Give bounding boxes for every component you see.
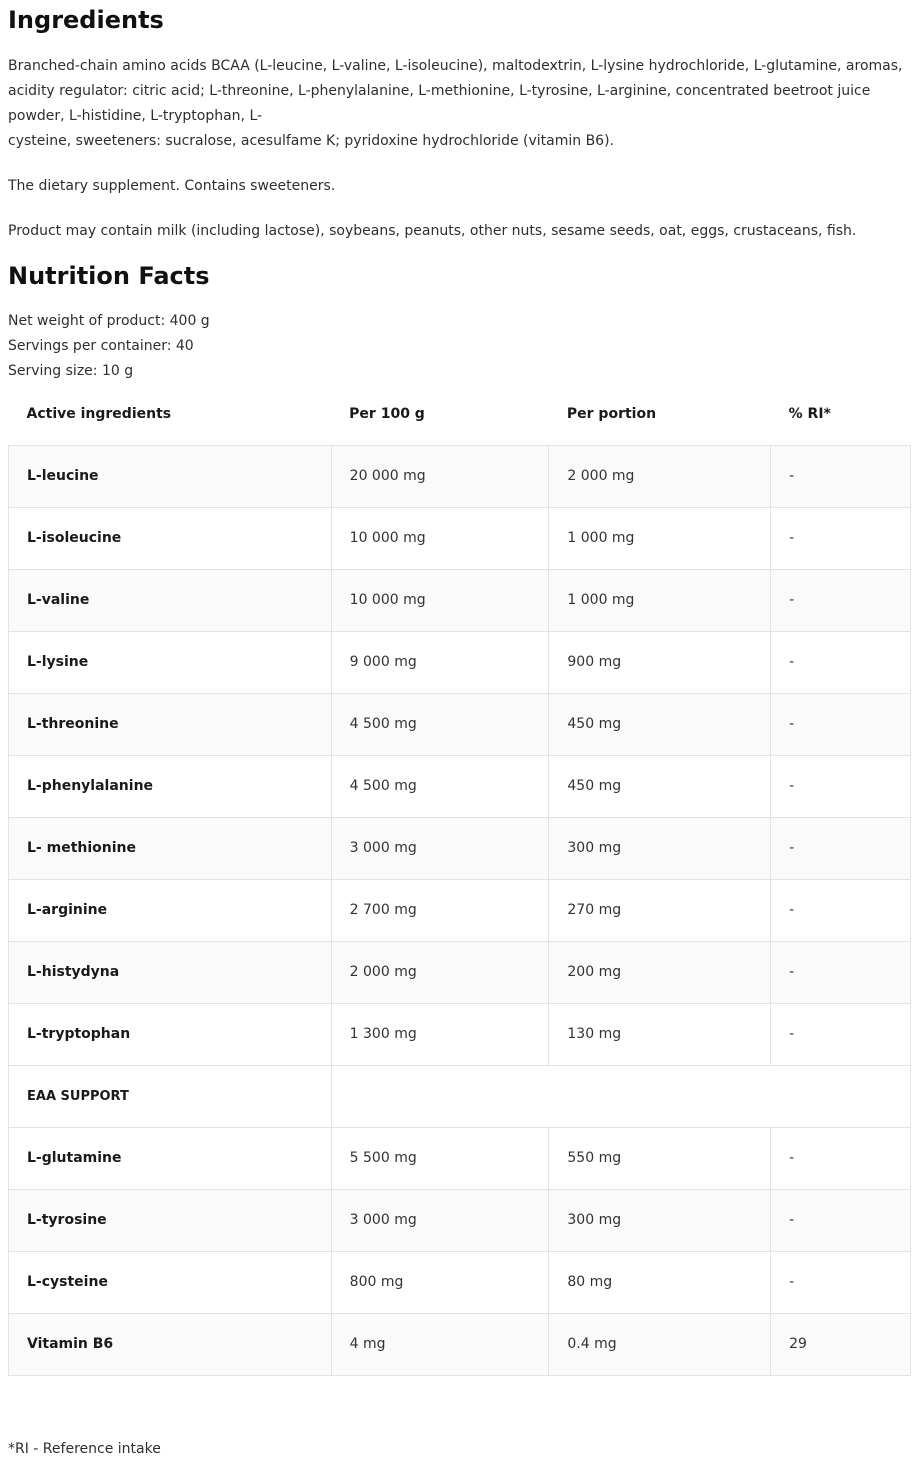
cell-per-100g: 3 000 mg [331, 817, 549, 879]
cell-per-portion: 300 mg [549, 817, 771, 879]
header-per-portion: Per portion [549, 383, 771, 445]
cell-ri: - [771, 507, 911, 569]
table-header-row [9, 383, 911, 445]
cell-ingredient: L-lysine [9, 631, 332, 693]
cell-per-100g: 800 mg [331, 1251, 549, 1313]
cell-ingredient: L-cysteine [9, 1251, 332, 1313]
ingredients-line: Branched-chain amino acids BCAA (L-leucine, L-valine, L-isoleucine), maltodextrin, L-lysine hydrochloride, L-glutamine, aromas, [8, 58, 903, 74]
table-row [9, 1003, 911, 1065]
table-row [9, 817, 911, 879]
ingredients-line: acidity regulator: citric acid; L-threonine, L-phenylalanine, L-methionine, L-tyrosine, L-arginine, concentrated beetroot juice [8, 83, 871, 99]
cell-ingredient: L-tyrosine [9, 1189, 332, 1251]
cell-ingredient: L- methionine [9, 817, 332, 879]
cell-ri: - [771, 1189, 911, 1251]
cell-ri: - [771, 631, 911, 693]
header-per-100g: Per 100 g [331, 383, 549, 445]
cell-per-portion: 450 mg [549, 693, 771, 755]
cell-per-portion: 550 mg [549, 1127, 771, 1189]
table-row [9, 1189, 911, 1251]
table-row [9, 1251, 911, 1313]
allergen-note: Product may contain milk (including lactose), soybeans, peanuts, other nuts, sesame seeds, oat, eggs, crustaceans, fish. [8, 223, 857, 239]
section-empty-cell [331, 1065, 910, 1127]
cell-ingredient: Vitamin B6 [9, 1313, 332, 1375]
cell-ri: - [771, 817, 911, 879]
cell-ri: - [771, 1127, 911, 1189]
ri-footnote: *RI - Reference intake [8, 1441, 161, 1457]
supplement-note: The dietary supplement. Contains sweeteners. [8, 178, 336, 194]
header-active-ingredients: Active ingredients [9, 383, 332, 445]
table-row [9, 879, 911, 941]
ingredients-heading: Ingredients [8, 6, 164, 34]
cell-per-portion: 2 000 mg [549, 445, 771, 507]
cell-ri: - [771, 1003, 911, 1065]
cell-per-100g: 10 000 mg [331, 569, 549, 631]
section-label: EAA SUPPORT [9, 1065, 332, 1127]
cell-per-100g: 10 000 mg [331, 507, 549, 569]
table-body [9, 445, 911, 1375]
cell-ingredient: L-glutamine [9, 1127, 332, 1189]
cell-per-100g: 1 300 mg [331, 1003, 549, 1065]
table-row [9, 755, 911, 817]
cell-ingredient: L-valine [9, 569, 332, 631]
cell-per-portion: 200 mg [549, 941, 771, 1003]
cell-per-portion: 0.4 mg [549, 1313, 771, 1375]
cell-ingredient: L-arginine [9, 879, 332, 941]
cell-ri: - [771, 693, 911, 755]
table-row [9, 507, 911, 569]
serving-size: Serving size: 10 g [8, 363, 134, 379]
cell-per-100g: 2 000 mg [331, 941, 549, 1003]
product-meta [8, 309, 916, 384]
cell-per-100g: 20 000 mg [331, 445, 549, 507]
cell-per-portion: 450 mg [549, 755, 771, 817]
cell-per-100g: 9 000 mg [331, 631, 549, 693]
cell-per-portion: 270 mg [549, 879, 771, 941]
cell-ingredient: L-threonine [9, 693, 332, 755]
header-ri: % RI* [771, 383, 911, 445]
cell-per-portion: 1 000 mg [549, 569, 771, 631]
cell-ingredient: L-isoleucine [9, 507, 332, 569]
cell-ingredient: L-tryptophan [9, 1003, 332, 1065]
net-weight: Net weight of product: 400 g [8, 313, 210, 329]
cell-per-100g: 4 500 mg [331, 693, 549, 755]
cell-per-100g: 3 000 mg [331, 1189, 549, 1251]
nutrition-facts-heading: Nutrition Facts [8, 262, 210, 290]
cell-ri: - [771, 941, 911, 1003]
table-row [9, 569, 911, 631]
table-row [9, 1127, 911, 1189]
cell-ingredient: L-phenylalanine [9, 755, 332, 817]
cell-ri: - [771, 569, 911, 631]
table-row [9, 941, 911, 1003]
ingredients-text [8, 54, 916, 154]
nutrition-table [8, 383, 911, 1376]
servings-per-container: Servings per container: 40 [8, 338, 194, 354]
cell-ri: - [771, 1251, 911, 1313]
cell-per-100g: 4 mg [331, 1313, 549, 1375]
table-row [9, 631, 911, 693]
cell-per-100g: 4 500 mg [331, 755, 549, 817]
cell-per-portion: 1 000 mg [549, 507, 771, 569]
cell-per-portion: 900 mg [549, 631, 771, 693]
cell-per-portion: 300 mg [549, 1189, 771, 1251]
cell-ri: - [771, 879, 911, 941]
cell-per-portion: 80 mg [549, 1251, 771, 1313]
cell-per-100g: 2 700 mg [331, 879, 549, 941]
section-row [9, 1065, 911, 1127]
table-row [9, 1313, 911, 1375]
cell-ingredient: L-leucine [9, 445, 332, 507]
cell-ri: 29 [771, 1313, 911, 1375]
cell-per-100g: 5 500 mg [331, 1127, 549, 1189]
cell-ri: - [771, 445, 911, 507]
cell-per-portion: 130 mg [549, 1003, 771, 1065]
cell-ingredient: L-histydyna [9, 941, 332, 1003]
table-row [9, 445, 911, 507]
cell-ri: - [771, 755, 911, 817]
ingredients-line: powder, L-histidine, L-tryptophan, L- [8, 108, 263, 124]
ingredients-line: cysteine, sweeteners: sucralose, acesulfame K; pyridoxine hydrochloride (vitamin B6). [8, 133, 615, 149]
table-row [9, 693, 911, 755]
